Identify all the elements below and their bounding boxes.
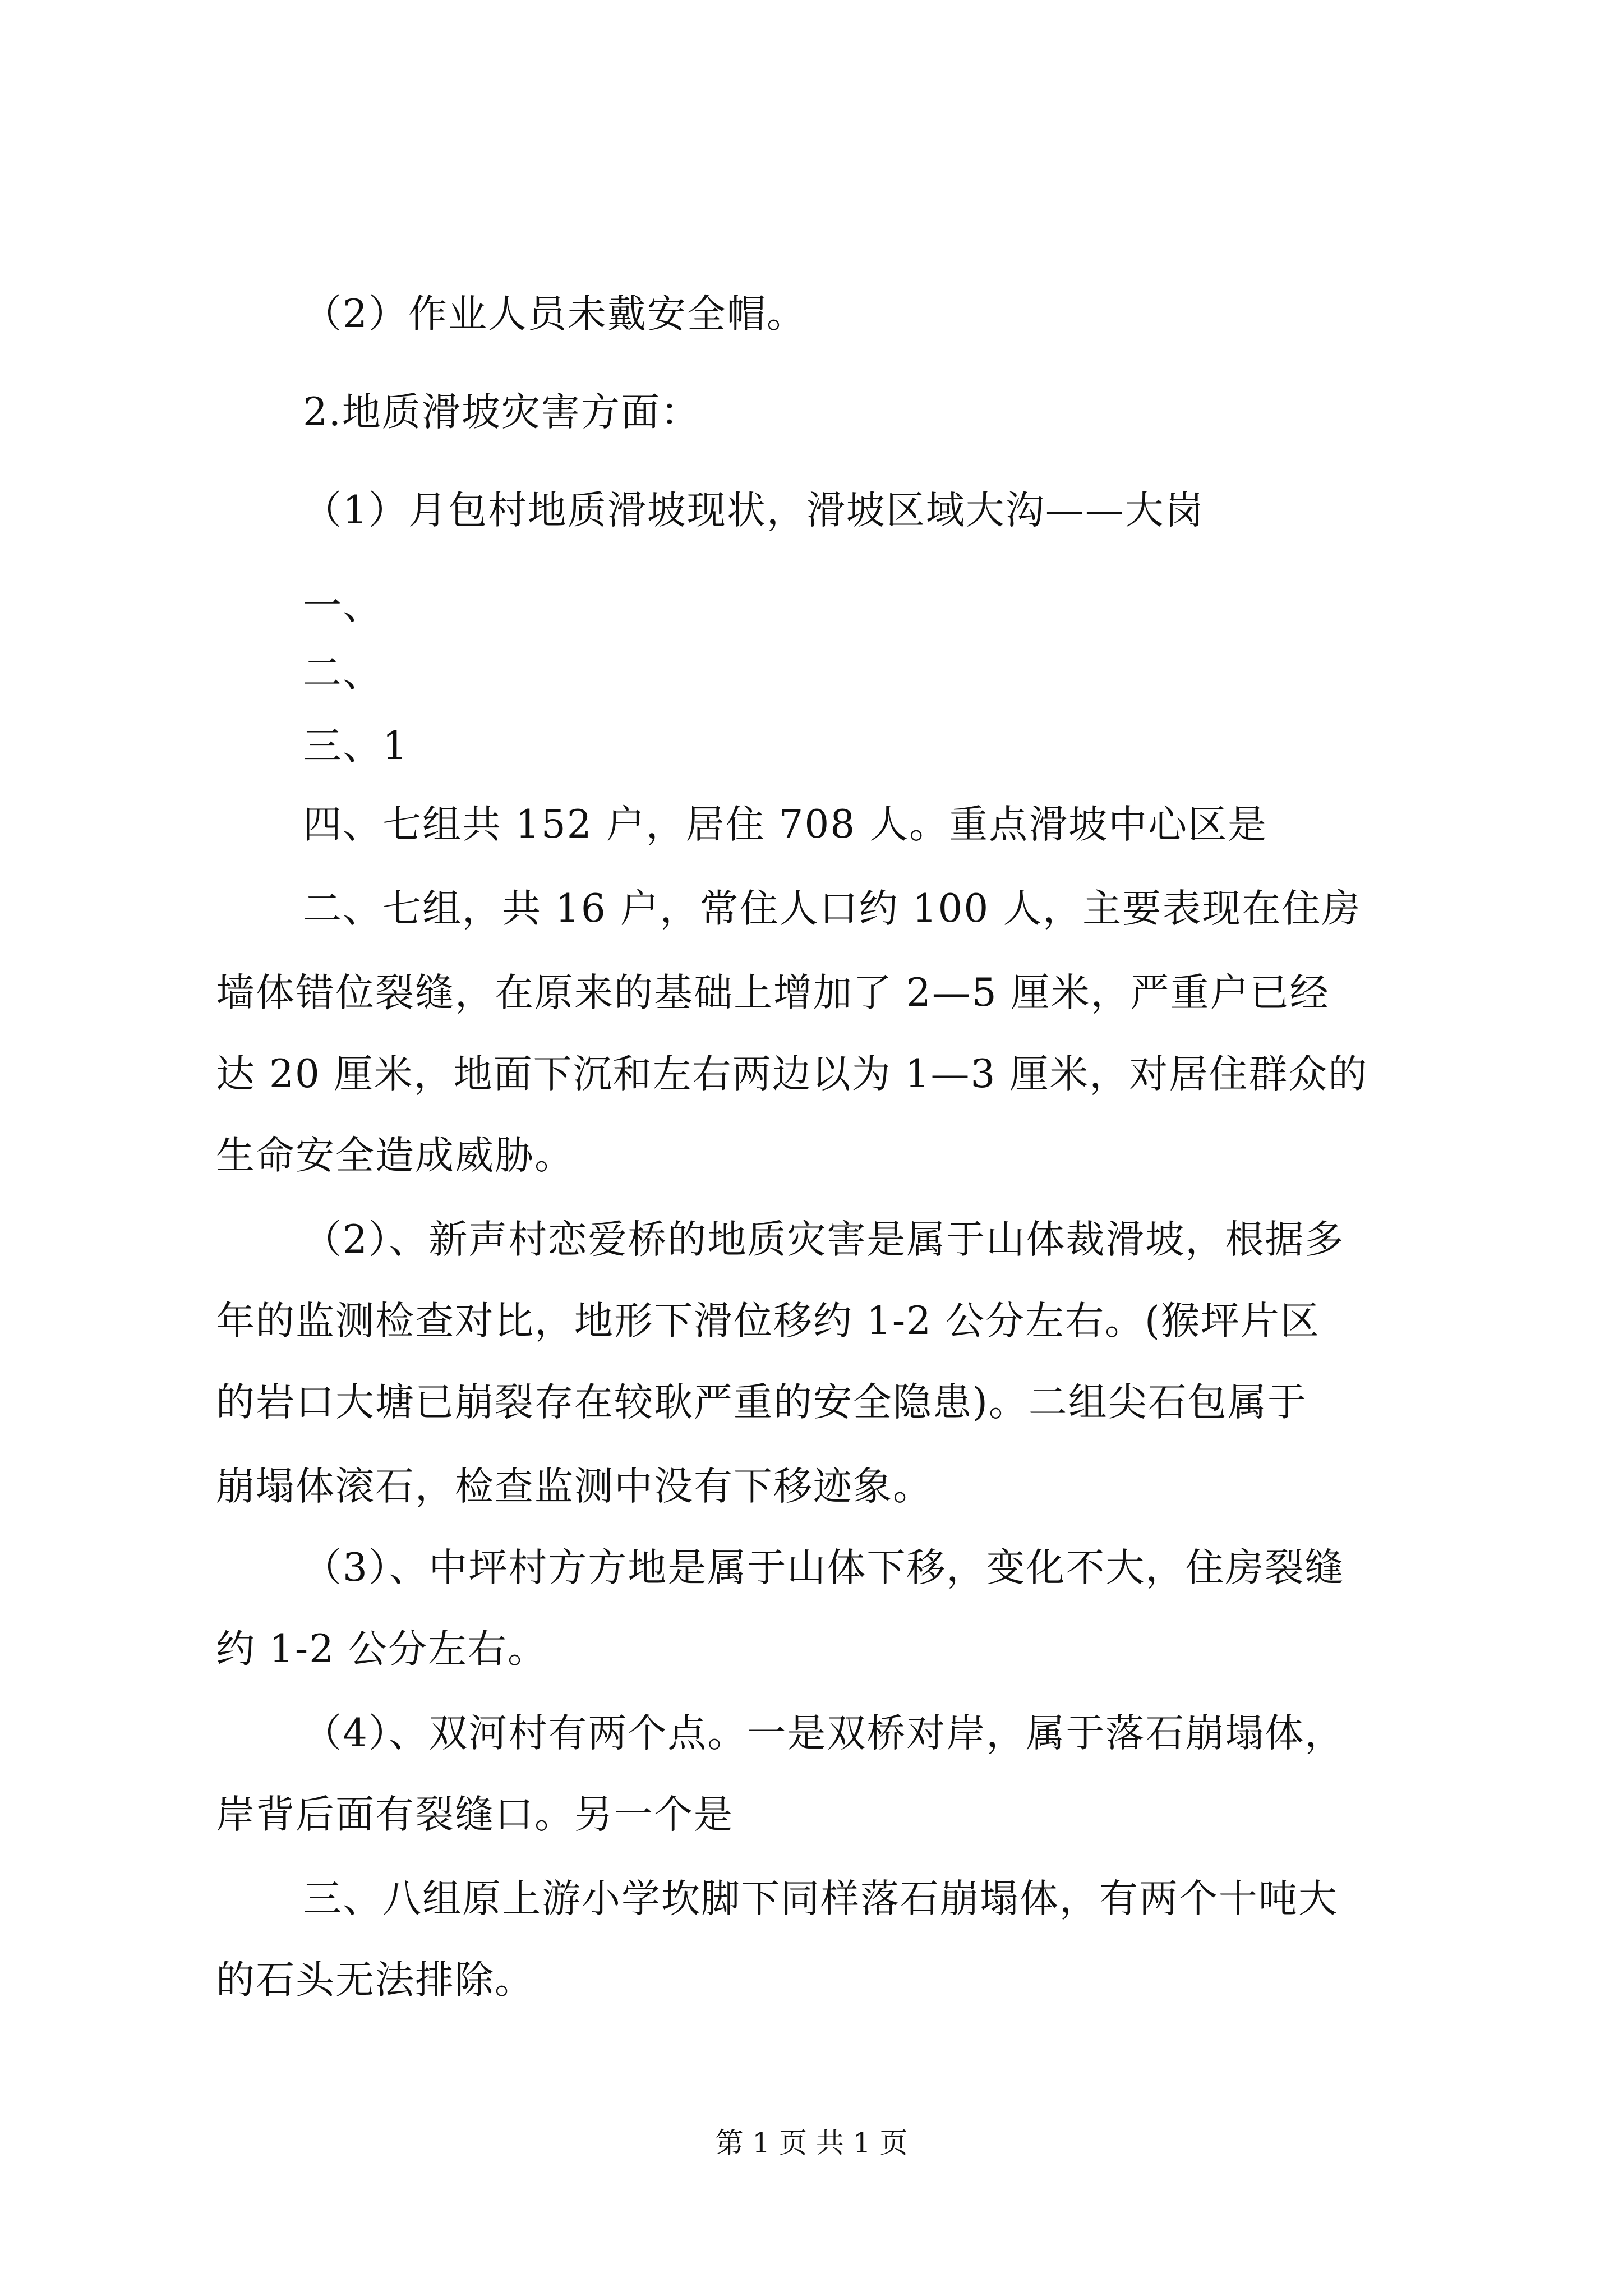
paragraph-line: 年的监测检查对比，地形下滑位移约 1-2 公分左右。(猴坪片区 [216,1299,1320,1343]
paragraph-line: 墙体错位裂缝，在原来的基础上增加了 2—5 厘米，严重户已经 [216,970,1330,1015]
paragraph-line: 的岩口大塘已崩裂存在较耿严重的安全隐患)。二组尖石包属于 [216,1380,1307,1425]
paragraph-line: （2）作业人员未戴安全帽。 [303,292,806,337]
paragraph-line: 一、 [303,583,382,628]
paragraph-line: 的石头无法排除。 [216,1958,534,2003]
paragraph-line: 达 20 厘米，地面下沉和左右两边以为 1—3 厘米，对居住群众的 [216,1052,1368,1097]
paragraph-line: （1）月包村地质滑坡现状，滑坡区域大沟——大岗 [303,488,1205,533]
paragraph-line: 崩塌体滚石，检查监测中没有下移迹象。 [216,1464,933,1509]
paragraph-line: 四、七组共 152 户，居住 708 人。重点滑坡中心区是 [303,802,1268,847]
paragraph-line: （2）、新声村恋爱桥的地质灾害是属于山体裁滑坡，根据多 [303,1217,1345,1262]
paragraph-line: 岸背后面有裂缝口。另一个是 [216,1792,734,1837]
paragraph-line: 三、八组原上游小学坎脚下同样落石崩塌体，有两个十吨大 [303,1876,1338,1921]
paragraph-line: 二、 [303,651,382,696]
paragraph-line: （4）、双河村有两个点。一是双桥对岸，属于落石崩塌体， [303,1711,1345,1756]
paragraph-line: 二、七组，共 16 户，常住人口约 100 人，主要表现在住房 [303,886,1362,931]
page-footer: 第 1 页 共 1 页 [715,2127,908,2159]
paragraph-line: 约 1-2 公分左右。 [216,1627,547,1672]
section-heading: 2.地质滑坡灾害方面： [303,390,700,435]
paragraph-line: （3）、中坪村方方地是属于山体下移，变化不大，住房裂缝 [303,1545,1345,1590]
paragraph-line: 生命安全造成威胁。 [216,1133,574,1178]
paragraph-line: 三、1 [303,724,408,769]
